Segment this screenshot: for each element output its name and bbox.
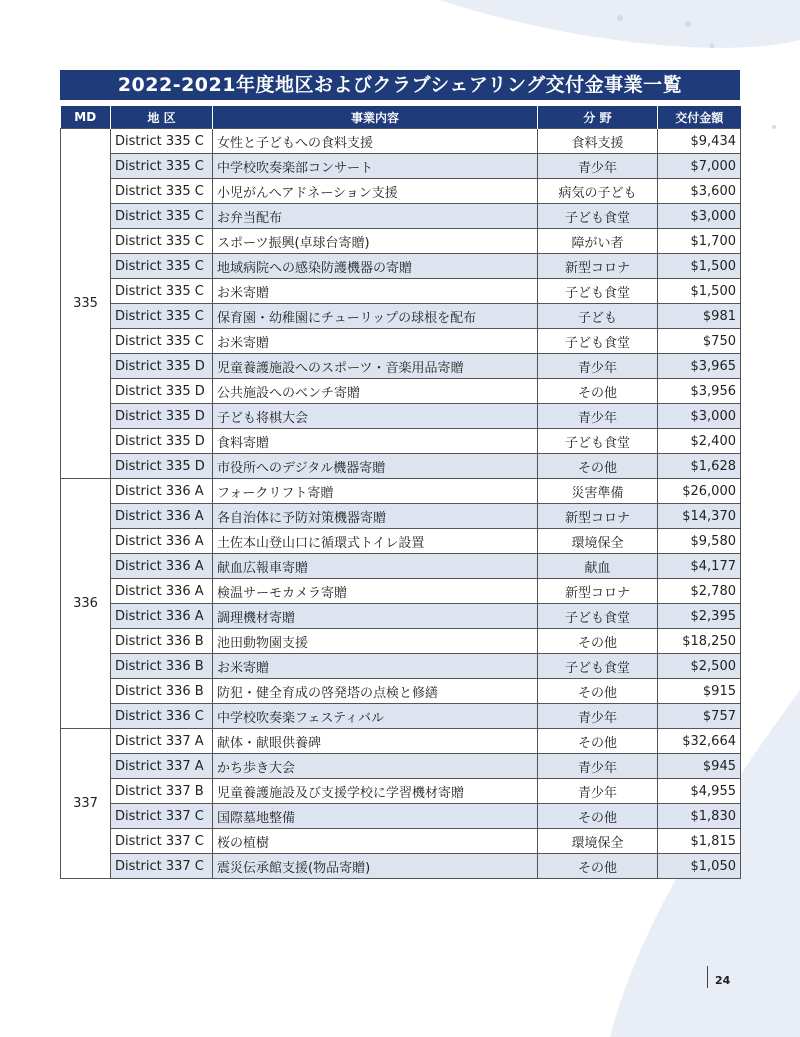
field-cell: 青少年 [538,354,658,379]
project-cell: 検温サーモカメラ寄贈 [213,579,538,604]
table-row [61,804,741,829]
amount-cell: $915 [658,679,741,704]
district-cell: District 335 C [111,154,213,179]
district-cell: District 337 A [111,729,213,754]
amount-cell: $26,000 [658,479,741,504]
table-row [61,779,741,804]
district-cell: District 335 C [111,304,213,329]
md-cell: 335 [61,129,111,479]
project-cell: スポーツ振興(卓球台寄贈) [213,229,538,254]
project-cell: お米寄贈 [213,654,538,679]
district-cell: District 336 A [111,554,213,579]
amount-cell: $32,664 [658,729,741,754]
header-field: 分 野 [538,106,658,129]
amount-cell: $3,000 [658,204,741,229]
amount-cell: $1,500 [658,279,741,304]
district-cell: District 335 C [111,179,213,204]
district-cell: District 337 C [111,854,213,879]
field-cell: 青少年 [538,404,658,429]
project-cell: 献体・献眼供養碑 [213,729,538,754]
district-cell: District 336 A [111,504,213,529]
table-row [61,404,741,429]
project-cell: お弁当配布 [213,204,538,229]
amount-cell: $2,400 [658,429,741,454]
project-cell: 防犯・健全育成の啓発塔の点検と修繕 [213,679,538,704]
table-row [61,454,741,479]
table-row [61,529,741,554]
md-cell: 336 [61,479,111,729]
header-md: MD [61,106,111,129]
field-cell: その他 [538,454,658,479]
project-cell: お米寄贈 [213,279,538,304]
field-cell: その他 [538,629,658,654]
field-cell: 子ども [538,304,658,329]
table-row [61,429,741,454]
amount-cell: $945 [658,754,741,779]
field-cell: 災害準備 [538,479,658,504]
amount-cell: $981 [658,304,741,329]
amount-cell: $1,700 [658,229,741,254]
project-cell: 公共施設へのベンチ寄贈 [213,379,538,404]
project-cell: 子ども将棋大会 [213,404,538,429]
district-cell: District 335 C [111,129,213,154]
field-cell: その他 [538,679,658,704]
district-cell: District 336 B [111,654,213,679]
field-cell: 障がい者 [538,229,658,254]
table-row [61,729,741,754]
amount-cell: $3,956 [658,379,741,404]
table-row [61,604,741,629]
district-cell: District 336 B [111,629,213,654]
field-cell: 子ども食堂 [538,279,658,304]
district-cell: District 335 D [111,454,213,479]
field-cell: 子ども食堂 [538,429,658,454]
amount-cell: $1,500 [658,254,741,279]
table-row [61,154,741,179]
amount-cell: $1,628 [658,454,741,479]
project-cell: 食料寄贈 [213,429,538,454]
district-cell: District 337 B [111,779,213,804]
project-cell: 女性と子どもへの食料支援 [213,129,538,154]
field-cell: 子ども食堂 [538,654,658,679]
table-row [61,304,741,329]
field-cell: 環境保全 [538,529,658,554]
amount-cell: $18,250 [658,629,741,654]
table-row [61,329,741,354]
project-cell: 献血広報車寄贈 [213,554,538,579]
amount-cell: $9,434 [658,129,741,154]
amount-cell: $14,370 [658,504,741,529]
field-cell: 食料支援 [538,129,658,154]
amount-cell: $750 [658,329,741,354]
district-cell: District 335 C [111,204,213,229]
table-row [61,379,741,404]
table-row [61,179,741,204]
field-cell: 子ども食堂 [538,204,658,229]
field-cell: その他 [538,729,658,754]
amount-cell: $4,955 [658,779,741,804]
project-cell: フォークリフト寄贈 [213,479,538,504]
table-row [61,704,741,729]
field-cell: 青少年 [538,704,658,729]
project-cell: お米寄贈 [213,329,538,354]
district-cell: District 337 C [111,829,213,854]
district-cell: District 336 C [111,704,213,729]
project-cell: 地域病院への感染防護機器の寄贈 [213,254,538,279]
table-row [61,479,741,504]
district-cell: District 337 C [111,804,213,829]
amount-cell: $1,050 [658,854,741,879]
header-district: 地 区 [111,106,213,129]
amount-cell: $4,177 [658,554,741,579]
amount-cell: $3,000 [658,404,741,429]
district-cell: District 335 D [111,354,213,379]
amount-cell: $7,000 [658,154,741,179]
table-row [61,854,741,879]
project-cell: 児童養護施設へのスポーツ・音楽用品寄贈 [213,354,538,379]
district-cell: District 335 C [111,329,213,354]
table-header-row [61,106,741,129]
project-cell: 震災伝承館支援(物品寄贈) [213,854,538,879]
field-cell: 新型コロナ [538,504,658,529]
amount-cell: $1,815 [658,829,741,854]
district-cell: District 336 A [111,579,213,604]
project-cell: 調理機材寄贈 [213,604,538,629]
table-row [61,629,741,654]
field-cell: 環境保全 [538,829,658,854]
district-cell: District 335 C [111,229,213,254]
md-cell: 337 [61,729,111,879]
district-cell: District 335 C [111,254,213,279]
field-cell: 子ども食堂 [538,329,658,354]
project-cell: 児童養護施設及び支援学校に学習機材寄贈 [213,779,538,804]
project-cell: 市役所へのデジタル機器寄贈 [213,454,538,479]
amount-cell: $9,580 [658,529,741,554]
header-project: 事業内容 [213,106,538,129]
field-cell: 病気の子ども [538,179,658,204]
amount-cell: $2,780 [658,579,741,604]
field-cell: 新型コロナ [538,579,658,604]
field-cell: 青少年 [538,779,658,804]
project-cell: 桜の植樹 [213,829,538,854]
table-row [61,129,741,154]
table-row [61,204,741,229]
table-row [61,654,741,679]
table-row [61,254,741,279]
amount-cell: $2,500 [658,654,741,679]
field-cell: 献血 [538,554,658,579]
district-cell: District 336 B [111,679,213,704]
table-row [61,579,741,604]
project-cell: かち歩き大会 [213,754,538,779]
amount-cell: $757 [658,704,741,729]
project-cell: 小児がんへアドネーション支援 [213,179,538,204]
district-cell: District 336 A [111,604,213,629]
field-cell: その他 [538,379,658,404]
project-cell: 池田動物園支援 [213,629,538,654]
district-cell: District 335 D [111,404,213,429]
district-cell: District 335 D [111,379,213,404]
project-cell: 中学校吹奏楽フェスティバル [213,704,538,729]
project-cell: 中学校吹奏楽部コンサート [213,154,538,179]
project-cell: 土佐本山登山口に循環式トイレ設置 [213,529,538,554]
amount-cell: $3,965 [658,354,741,379]
field-cell: 新型コロナ [538,254,658,279]
page-number: 24 [707,966,730,988]
amount-cell: $2,395 [658,604,741,629]
table-row [61,829,741,854]
project-cell: 国際墓地整備 [213,804,538,829]
district-cell: District 336 A [111,479,213,504]
grants-table [60,106,741,879]
project-cell: 保育園・幼稚園にチューリップの球根を配布 [213,304,538,329]
district-cell: District 336 A [111,529,213,554]
district-cell: District 337 A [111,754,213,779]
amount-cell: $1,830 [658,804,741,829]
field-cell: 青少年 [538,754,658,779]
table-row [61,504,741,529]
table-body [61,129,741,879]
project-cell: 各自治体に予防対策機器寄贈 [213,504,538,529]
district-cell: District 335 D [111,429,213,454]
amount-cell: $3,600 [658,179,741,204]
table-row [61,554,741,579]
table-row [61,229,741,254]
table-row [61,679,741,704]
page-title: 2022-2021年度地区およびクラブシェアリング交付金事業一覧 [60,70,740,100]
field-cell: その他 [538,804,658,829]
header-amount: 交付金額 [658,106,741,129]
field-cell: 青少年 [538,154,658,179]
table-row [61,754,741,779]
field-cell: 子ども食堂 [538,604,658,629]
table-row [61,279,741,304]
field-cell: その他 [538,854,658,879]
table-row [61,354,741,379]
district-cell: District 335 C [111,279,213,304]
